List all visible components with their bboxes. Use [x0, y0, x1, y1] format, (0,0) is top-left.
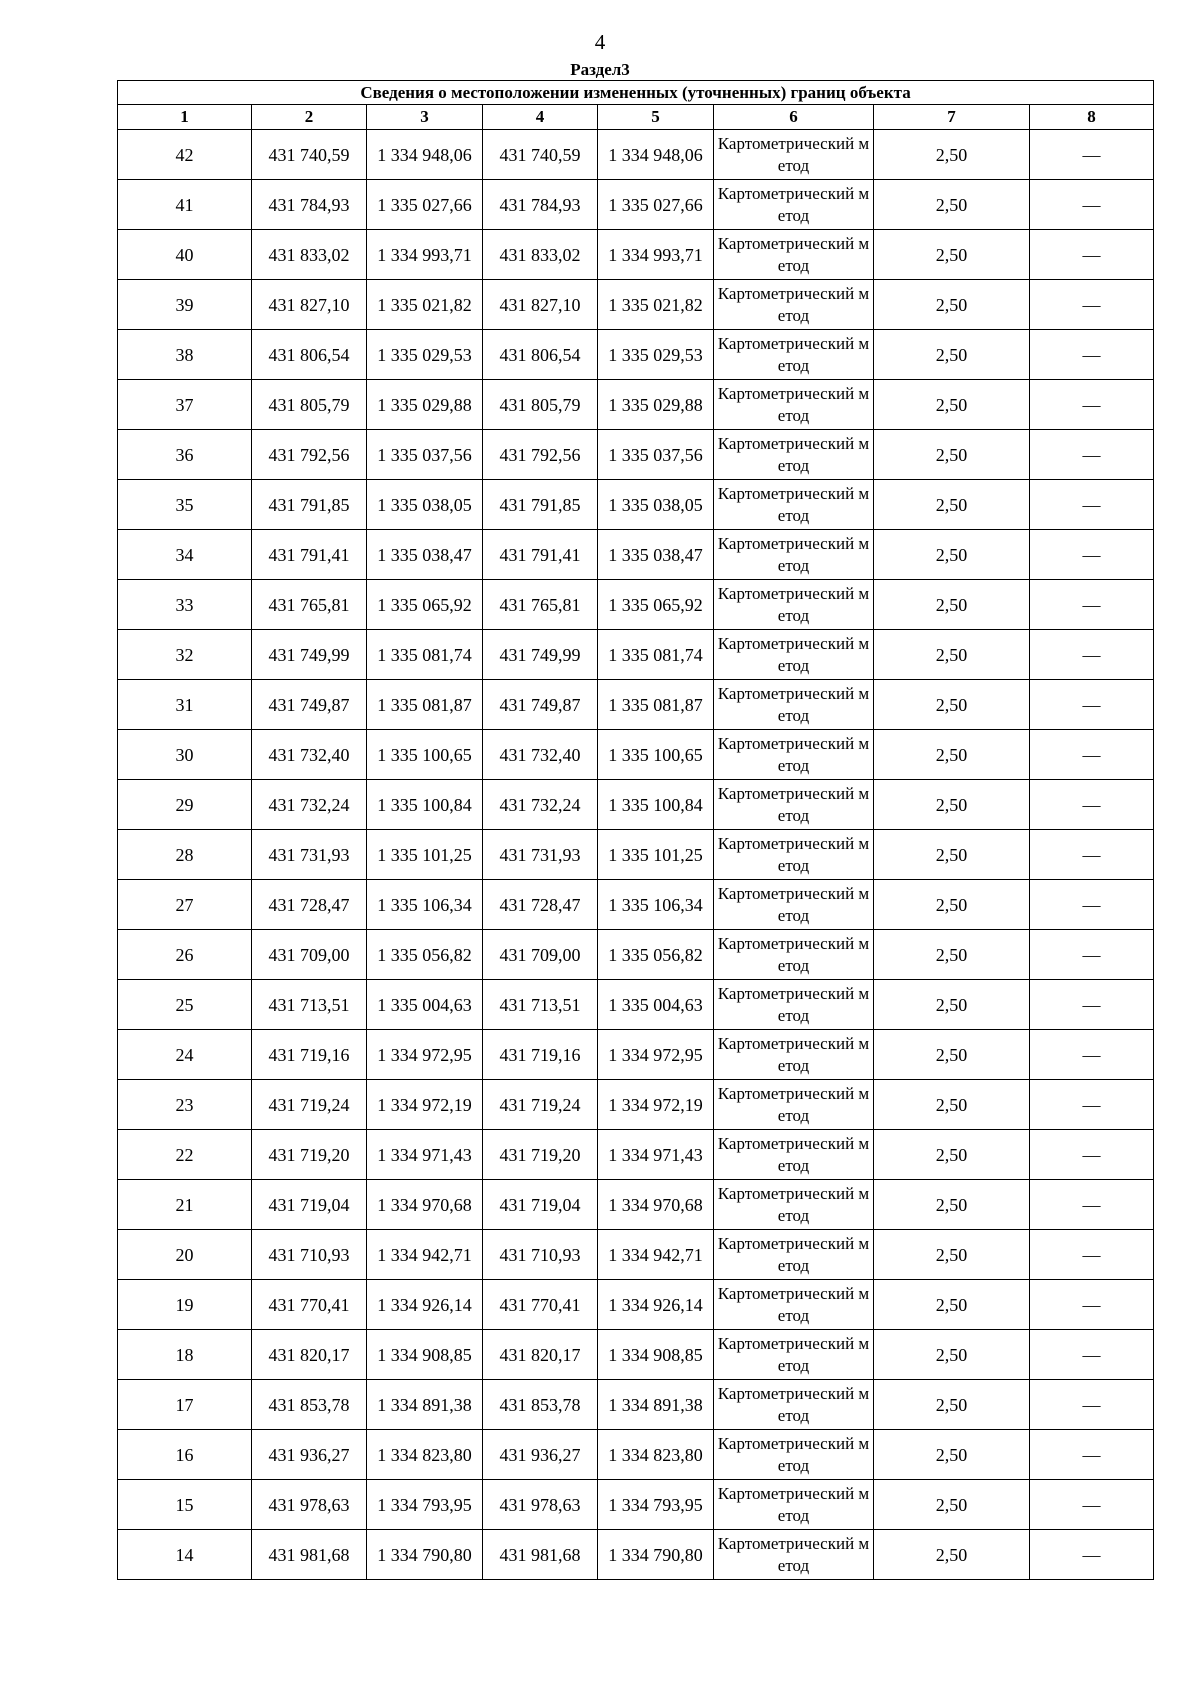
coordinates-table: [117, 80, 1154, 1580]
table-row: [118, 880, 1154, 930]
precision-cell: 2,50: [874, 1230, 1030, 1280]
x-new-cell: 431 713,51: [483, 980, 598, 1030]
point-number-cell: 42: [118, 130, 252, 180]
column-header: 3: [367, 105, 483, 130]
table-row: [118, 1280, 1154, 1330]
column-header: 5: [598, 105, 714, 130]
x-new-cell: 431 827,10: [483, 280, 598, 330]
table-caption-row: [118, 81, 1154, 105]
precision-cell: 2,50: [874, 830, 1030, 880]
method-cell: Картометрический метод: [714, 330, 874, 380]
description-cell: —: [1030, 1480, 1154, 1530]
y-new-cell: 1 334 972,19: [598, 1080, 714, 1130]
precision-cell: 2,50: [874, 1330, 1030, 1380]
y-new-cell: 1 334 948,06: [598, 130, 714, 180]
y-existing-cell: 1 335 081,87: [367, 680, 483, 730]
x-new-cell: 431 791,85: [483, 480, 598, 530]
x-new-cell: 431 749,99: [483, 630, 598, 680]
point-number-cell: 14: [118, 1530, 252, 1580]
precision-cell: 2,50: [874, 380, 1030, 430]
description-cell: —: [1030, 630, 1154, 680]
method-cell: Картометрический метод: [714, 1130, 874, 1180]
description-cell: —: [1030, 230, 1154, 280]
precision-cell: 2,50: [874, 1280, 1030, 1330]
point-number-cell: 19: [118, 1280, 252, 1330]
table-row: [118, 1430, 1154, 1480]
table-body: [118, 130, 1154, 1580]
x-existing-cell: 431 710,93: [252, 1230, 367, 1280]
y-existing-cell: 1 335 100,65: [367, 730, 483, 780]
precision-cell: 2,50: [874, 780, 1030, 830]
y-new-cell: 1 334 970,68: [598, 1180, 714, 1230]
x-new-cell: 431 710,93: [483, 1230, 598, 1280]
precision-cell: 2,50: [874, 530, 1030, 580]
x-existing-cell: 431 820,17: [252, 1330, 367, 1380]
description-cell: —: [1030, 180, 1154, 230]
point-number-cell: 30: [118, 730, 252, 780]
description-cell: —: [1030, 530, 1154, 580]
method-cell: Картометрический метод: [714, 1080, 874, 1130]
table-row: [118, 780, 1154, 830]
y-new-cell: 1 335 029,53: [598, 330, 714, 380]
table-row: [118, 830, 1154, 880]
point-number-cell: 41: [118, 180, 252, 230]
y-new-cell: 1 335 065,92: [598, 580, 714, 630]
x-new-cell: 431 740,59: [483, 130, 598, 180]
table-row: [118, 980, 1154, 1030]
description-cell: —: [1030, 730, 1154, 780]
y-existing-cell: 1 334 972,95: [367, 1030, 483, 1080]
table-row: [118, 480, 1154, 530]
y-new-cell: 1 335 004,63: [598, 980, 714, 1030]
y-existing-cell: 1 335 100,84: [367, 780, 483, 830]
x-new-cell: 431 731,93: [483, 830, 598, 880]
method-cell: Картометрический метод: [714, 980, 874, 1030]
x-new-cell: 431 806,54: [483, 330, 598, 380]
precision-cell: 2,50: [874, 1030, 1030, 1080]
x-existing-cell: 431 805,79: [252, 380, 367, 430]
description-cell: —: [1030, 1080, 1154, 1130]
point-number-cell: 40: [118, 230, 252, 280]
x-new-cell: 431 853,78: [483, 1380, 598, 1430]
precision-cell: 2,50: [874, 930, 1030, 980]
section-title: Раздел3: [570, 60, 630, 79]
y-existing-cell: 1 335 101,25: [367, 830, 483, 880]
point-number-cell: 23: [118, 1080, 252, 1130]
method-cell: Картометрический метод: [714, 830, 874, 880]
y-existing-cell: 1 335 081,74: [367, 630, 483, 680]
method-cell: Картометрический метод: [714, 480, 874, 530]
y-new-cell: 1 334 971,43: [598, 1130, 714, 1180]
point-number-cell: 22: [118, 1130, 252, 1180]
y-existing-cell: 1 334 926,14: [367, 1280, 483, 1330]
x-existing-cell: 431 731,93: [252, 830, 367, 880]
y-existing-cell: 1 335 021,82: [367, 280, 483, 330]
table-row: [118, 580, 1154, 630]
table-row: [118, 930, 1154, 980]
column-header: 4: [483, 105, 598, 130]
x-existing-cell: 431 827,10: [252, 280, 367, 330]
method-cell: Картометрический метод: [714, 730, 874, 780]
y-existing-cell: 1 334 971,43: [367, 1130, 483, 1180]
method-cell: Картометрический метод: [714, 280, 874, 330]
precision-cell: 2,50: [874, 330, 1030, 380]
y-new-cell: 1 335 038,05: [598, 480, 714, 530]
description-cell: —: [1030, 1280, 1154, 1330]
x-existing-cell: 431 936,27: [252, 1430, 367, 1480]
point-number-cell: 28: [118, 830, 252, 880]
x-new-cell: 431 765,81: [483, 580, 598, 630]
precision-cell: 2,50: [874, 980, 1030, 1030]
precision-cell: 2,50: [874, 1380, 1030, 1430]
y-new-cell: 1 334 891,38: [598, 1380, 714, 1430]
y-new-cell: 1 334 790,80: [598, 1530, 714, 1580]
y-new-cell: 1 335 081,87: [598, 680, 714, 730]
description-cell: —: [1030, 880, 1154, 930]
method-cell: Картометрический метод: [714, 130, 874, 180]
method-cell: Картометрический метод: [714, 680, 874, 730]
x-existing-cell: 431 791,85: [252, 480, 367, 530]
description-cell: —: [1030, 1030, 1154, 1080]
x-existing-cell: 431 719,20: [252, 1130, 367, 1180]
y-existing-cell: 1 334 823,80: [367, 1430, 483, 1480]
x-existing-cell: 431 770,41: [252, 1280, 367, 1330]
y-new-cell: 1 335 056,82: [598, 930, 714, 980]
method-cell: Картометрический метод: [714, 180, 874, 230]
x-new-cell: 431 719,20: [483, 1130, 598, 1180]
x-new-cell: 431 792,56: [483, 430, 598, 480]
y-existing-cell: 1 335 106,34: [367, 880, 483, 930]
method-cell: Картометрический метод: [714, 430, 874, 480]
y-new-cell: 1 335 038,47: [598, 530, 714, 580]
point-number-cell: 26: [118, 930, 252, 980]
method-cell: Картометрический метод: [714, 530, 874, 580]
x-existing-cell: 431 791,41: [252, 530, 367, 580]
x-existing-cell: 431 732,24: [252, 780, 367, 830]
precision-cell: 2,50: [874, 130, 1030, 180]
description-cell: —: [1030, 1330, 1154, 1380]
point-number-cell: 24: [118, 1030, 252, 1080]
x-new-cell: 431 784,93: [483, 180, 598, 230]
point-number-cell: 37: [118, 380, 252, 430]
description-cell: —: [1030, 480, 1154, 530]
x-new-cell: 431 833,02: [483, 230, 598, 280]
description-cell: —: [1030, 1130, 1154, 1180]
precision-cell: 2,50: [874, 1530, 1030, 1580]
y-new-cell: 1 335 100,65: [598, 730, 714, 780]
table-row: [118, 180, 1154, 230]
table-row: [118, 630, 1154, 680]
table-row: [118, 1530, 1154, 1580]
x-existing-cell: 431 732,40: [252, 730, 367, 780]
precision-cell: 2,50: [874, 180, 1030, 230]
point-number-cell: 35: [118, 480, 252, 530]
y-new-cell: 1 334 926,14: [598, 1280, 714, 1330]
table-row: [118, 230, 1154, 280]
table-row: [118, 1230, 1154, 1280]
y-new-cell: 1 335 027,66: [598, 180, 714, 230]
x-existing-cell: 431 719,16: [252, 1030, 367, 1080]
table-row: [118, 1130, 1154, 1180]
y-existing-cell: 1 334 970,68: [367, 1180, 483, 1230]
y-existing-cell: 1 335 027,66: [367, 180, 483, 230]
method-cell: Картометрический метод: [714, 1530, 874, 1580]
x-new-cell: 431 978,63: [483, 1480, 598, 1530]
method-cell: Картометрический метод: [714, 1030, 874, 1080]
precision-cell: 2,50: [874, 880, 1030, 930]
column-header: 8: [1030, 105, 1154, 130]
x-existing-cell: 431 806,54: [252, 330, 367, 380]
x-new-cell: 431 820,17: [483, 1330, 598, 1380]
method-cell: Картометрический метод: [714, 1180, 874, 1230]
y-existing-cell: 1 335 037,56: [367, 430, 483, 480]
method-cell: Картометрический метод: [714, 580, 874, 630]
x-new-cell: 431 732,24: [483, 780, 598, 830]
y-existing-cell: 1 334 993,71: [367, 230, 483, 280]
x-existing-cell: 431 719,24: [252, 1080, 367, 1130]
point-number-cell: 27: [118, 880, 252, 930]
x-new-cell: 431 749,87: [483, 680, 598, 730]
precision-cell: 2,50: [874, 430, 1030, 480]
x-new-cell: 431 805,79: [483, 380, 598, 430]
table-row: [118, 130, 1154, 180]
y-existing-cell: 1 335 029,88: [367, 380, 483, 430]
description-cell: —: [1030, 580, 1154, 630]
y-new-cell: 1 335 106,34: [598, 880, 714, 930]
description-cell: —: [1030, 280, 1154, 330]
y-new-cell: 1 334 823,80: [598, 1430, 714, 1480]
point-number-cell: 34: [118, 530, 252, 580]
precision-cell: 2,50: [874, 1080, 1030, 1130]
method-cell: Картометрический метод: [714, 780, 874, 830]
x-existing-cell: 431 719,04: [252, 1180, 367, 1230]
table-row: [118, 680, 1154, 730]
precision-cell: 2,50: [874, 480, 1030, 530]
x-new-cell: 431 719,04: [483, 1180, 598, 1230]
y-existing-cell: 1 334 891,38: [367, 1380, 483, 1430]
description-cell: —: [1030, 830, 1154, 880]
precision-cell: 2,50: [874, 580, 1030, 630]
table-row: [118, 430, 1154, 480]
y-existing-cell: 1 334 948,06: [367, 130, 483, 180]
method-cell: Картометрический метод: [714, 1480, 874, 1530]
point-number-cell: 29: [118, 780, 252, 830]
column-header: 2: [252, 105, 367, 130]
y-new-cell: 1 334 972,95: [598, 1030, 714, 1080]
y-new-cell: 1 334 908,85: [598, 1330, 714, 1380]
page-number: 4: [594, 30, 606, 54]
y-existing-cell: 1 334 972,19: [367, 1080, 483, 1130]
method-cell: Картометрический метод: [714, 1330, 874, 1380]
y-existing-cell: 1 334 908,85: [367, 1330, 483, 1380]
table-row: [118, 1180, 1154, 1230]
x-new-cell: 431 732,40: [483, 730, 598, 780]
precision-cell: 2,50: [874, 680, 1030, 730]
y-new-cell: 1 334 993,71: [598, 230, 714, 280]
x-new-cell: 431 770,41: [483, 1280, 598, 1330]
y-new-cell: 1 335 029,88: [598, 380, 714, 430]
table-row: [118, 1380, 1154, 1430]
point-number-cell: 32: [118, 630, 252, 680]
precision-cell: 2,50: [874, 230, 1030, 280]
column-header: 7: [874, 105, 1030, 130]
x-existing-cell: 431 713,51: [252, 980, 367, 1030]
x-existing-cell: 431 740,59: [252, 130, 367, 180]
y-new-cell: 1 335 037,56: [598, 430, 714, 480]
precision-cell: 2,50: [874, 280, 1030, 330]
description-cell: —: [1030, 1230, 1154, 1280]
precision-cell: 2,50: [874, 730, 1030, 780]
precision-cell: 2,50: [874, 1130, 1030, 1180]
column-number-row: [118, 105, 1154, 130]
description-cell: —: [1030, 380, 1154, 430]
precision-cell: 2,50: [874, 1430, 1030, 1480]
table-caption: Сведения о местоположении измененных (уточненных) границ объекта: [118, 81, 1154, 105]
point-number-cell: 21: [118, 1180, 252, 1230]
table-row: [118, 730, 1154, 780]
column-header: 1: [118, 105, 252, 130]
point-number-cell: 31: [118, 680, 252, 730]
table-row: [118, 1480, 1154, 1530]
description-cell: —: [1030, 1430, 1154, 1480]
description-cell: —: [1030, 780, 1154, 830]
table-row: [118, 1030, 1154, 1080]
x-new-cell: 431 719,16: [483, 1030, 598, 1080]
table-row: [118, 1080, 1154, 1130]
table-row: [118, 1330, 1154, 1380]
method-cell: Картометрический метод: [714, 880, 874, 930]
column-header: 6: [714, 105, 874, 130]
method-cell: Картометрический метод: [714, 1430, 874, 1480]
point-number-cell: 38: [118, 330, 252, 380]
description-cell: —: [1030, 1530, 1154, 1580]
x-new-cell: 431 709,00: [483, 930, 598, 980]
point-number-cell: 17: [118, 1380, 252, 1430]
x-existing-cell: 431 853,78: [252, 1380, 367, 1430]
table-row: [118, 330, 1154, 380]
point-number-cell: 18: [118, 1330, 252, 1380]
table-row: [118, 380, 1154, 430]
method-cell: Картометрический метод: [714, 630, 874, 680]
point-number-cell: 36: [118, 430, 252, 480]
point-number-cell: 20: [118, 1230, 252, 1280]
description-cell: —: [1030, 680, 1154, 730]
x-existing-cell: 431 784,93: [252, 180, 367, 230]
y-existing-cell: 1 335 029,53: [367, 330, 483, 380]
x-new-cell: 431 719,24: [483, 1080, 598, 1130]
y-new-cell: 1 335 081,74: [598, 630, 714, 680]
x-existing-cell: 431 765,81: [252, 580, 367, 630]
y-existing-cell: 1 334 790,80: [367, 1530, 483, 1580]
y-existing-cell: 1 335 065,92: [367, 580, 483, 630]
y-existing-cell: 1 334 942,71: [367, 1230, 483, 1280]
x-new-cell: 431 791,41: [483, 530, 598, 580]
x-existing-cell: 431 981,68: [252, 1530, 367, 1580]
x-existing-cell: 431 978,63: [252, 1480, 367, 1530]
y-new-cell: 1 335 101,25: [598, 830, 714, 880]
precision-cell: 2,50: [874, 1180, 1030, 1230]
precision-cell: 2,50: [874, 1480, 1030, 1530]
y-new-cell: 1 334 942,71: [598, 1230, 714, 1280]
y-existing-cell: 1 334 793,95: [367, 1480, 483, 1530]
table-row: [118, 530, 1154, 580]
x-existing-cell: 431 749,87: [252, 680, 367, 730]
description-cell: —: [1030, 130, 1154, 180]
description-cell: —: [1030, 1180, 1154, 1230]
method-cell: Картометрический метод: [714, 930, 874, 980]
description-cell: —: [1030, 930, 1154, 980]
description-cell: —: [1030, 330, 1154, 380]
method-cell: Картометрический метод: [714, 230, 874, 280]
x-existing-cell: 431 749,99: [252, 630, 367, 680]
table-row: [118, 280, 1154, 330]
y-existing-cell: 1 335 004,63: [367, 980, 483, 1030]
point-number-cell: 25: [118, 980, 252, 1030]
x-existing-cell: 431 833,02: [252, 230, 367, 280]
y-new-cell: 1 334 793,95: [598, 1480, 714, 1530]
x-existing-cell: 431 709,00: [252, 930, 367, 980]
point-number-cell: 33: [118, 580, 252, 630]
x-new-cell: 431 728,47: [483, 880, 598, 930]
description-cell: —: [1030, 980, 1154, 1030]
y-existing-cell: 1 335 056,82: [367, 930, 483, 980]
method-cell: Картометрический метод: [714, 1280, 874, 1330]
y-existing-cell: 1 335 038,05: [367, 480, 483, 530]
y-new-cell: 1 335 100,84: [598, 780, 714, 830]
point-number-cell: 15: [118, 1480, 252, 1530]
method-cell: Картометрический метод: [714, 380, 874, 430]
precision-cell: 2,50: [874, 630, 1030, 680]
point-number-cell: 39: [118, 280, 252, 330]
x-new-cell: 431 981,68: [483, 1530, 598, 1580]
point-number-cell: 16: [118, 1430, 252, 1480]
y-new-cell: 1 335 021,82: [598, 280, 714, 330]
description-cell: —: [1030, 1380, 1154, 1430]
description-cell: —: [1030, 430, 1154, 480]
x-new-cell: 431 936,27: [483, 1430, 598, 1480]
y-existing-cell: 1 335 038,47: [367, 530, 483, 580]
method-cell: Картометрический метод: [714, 1230, 874, 1280]
x-existing-cell: 431 792,56: [252, 430, 367, 480]
x-existing-cell: 431 728,47: [252, 880, 367, 930]
method-cell: Картометрический метод: [714, 1380, 874, 1430]
